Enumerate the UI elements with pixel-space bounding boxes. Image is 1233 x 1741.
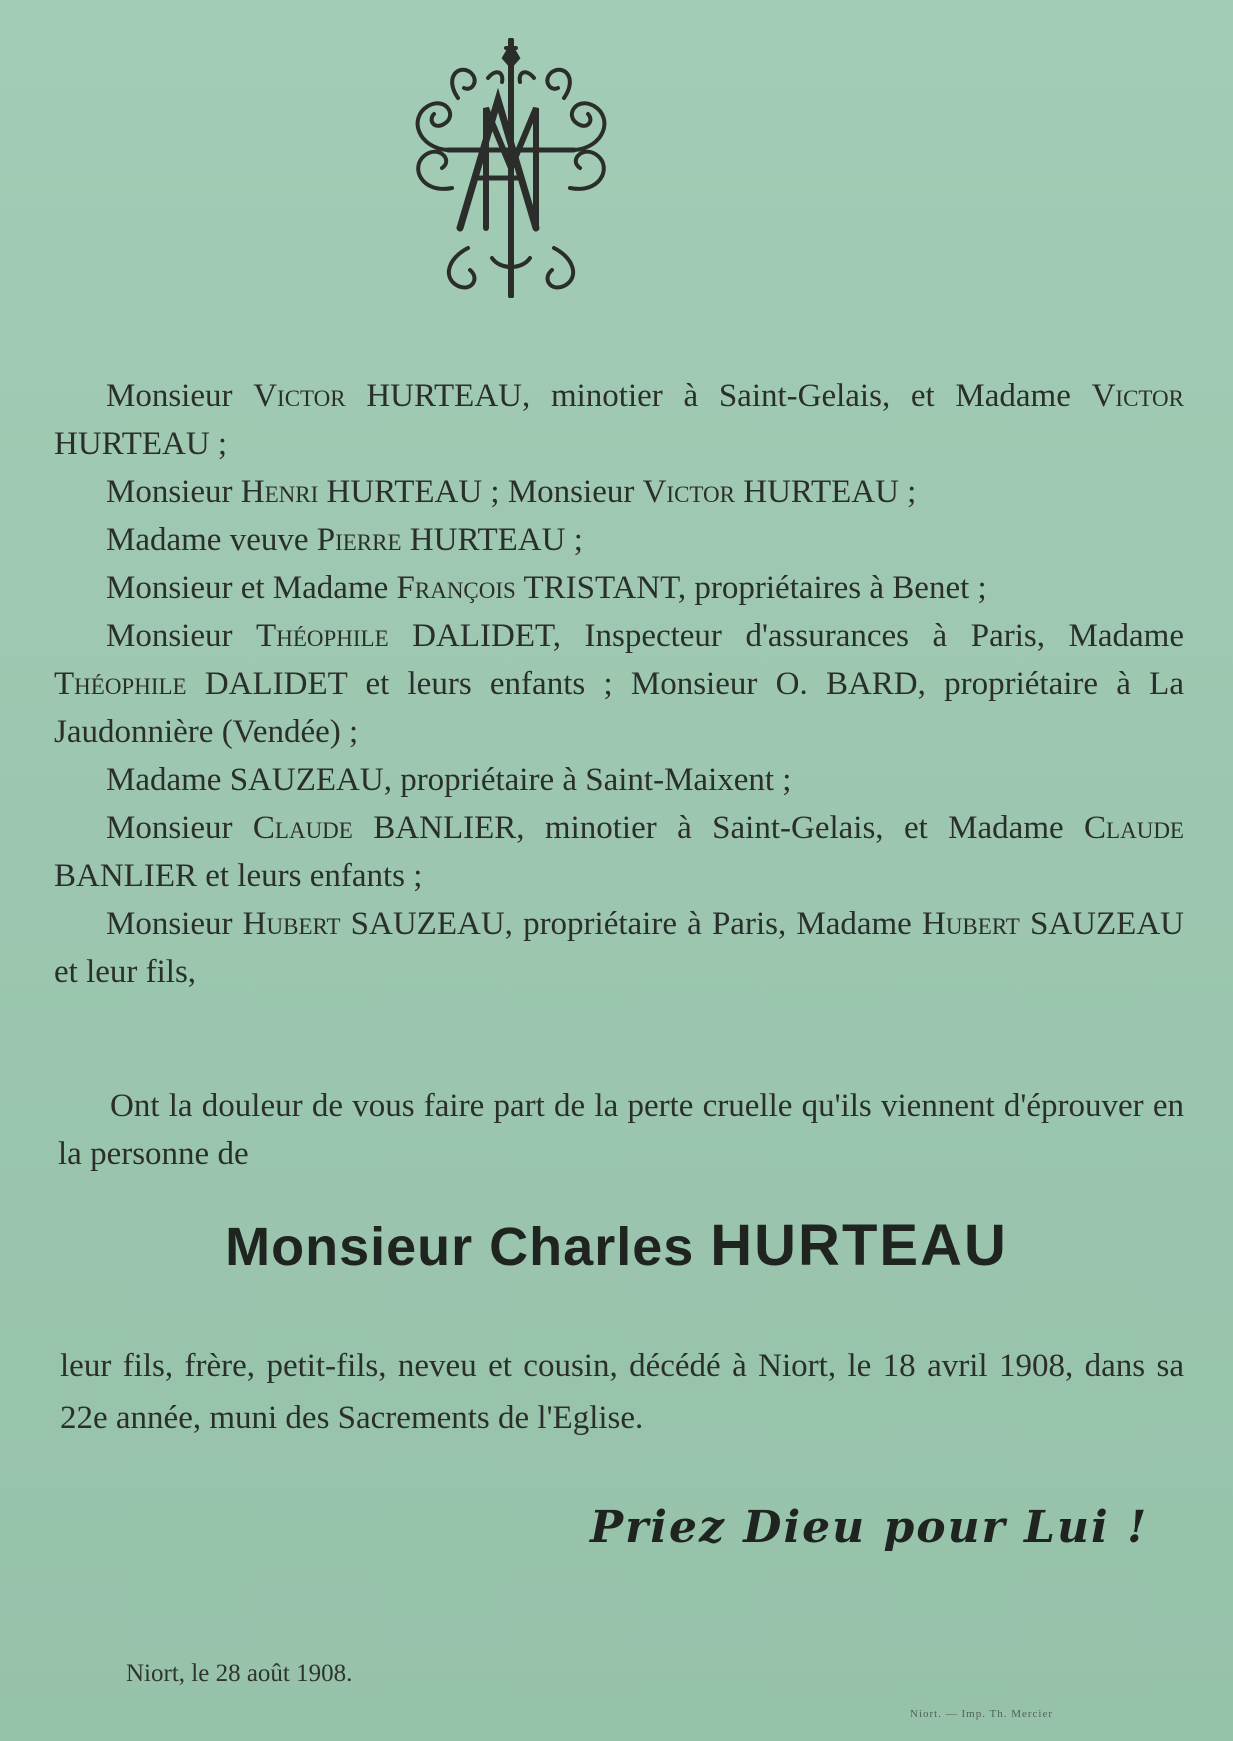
deceased-name: Monsieur Charles HURTEAU [225,1213,1008,1278]
family-line: Monsieur et Madame François TRISTANT, propriétaires à Benet ; [106,570,987,606]
family-line: Monsieur Hubert SAUZEAU, propriétaire à Paris, Madame Hubert SAUZEAU et leur fils, [54,906,1184,990]
family-list [54,372,1184,996]
family-line: Monsieur Henri HURTEAU ; Monsieur Victor HURTEAU ; [106,474,917,510]
cross-monogram-icon [388,38,634,298]
family-line: Madame veuve Pierre HURTEAU ; [106,522,583,558]
place-and-date: Niort, le 28 août 1908. [126,1660,353,1687]
printer-imprint: Niort. — Imp. Th. Mercier [910,1708,1054,1720]
family-line: Monsieur Théophile DALIDET, Inspecteur d'assurances à Paris, Madame Théophile DALIDET et leurs enfants ; Monsieur O. BARD, propriétaire à La Jaudonnière (Vendée) ; [54,618,1184,750]
announcement-intro: Ont la douleur de vous faire part de la perte cruelle qu'ils viennent d'éprouver en la personne de [58,1088,1184,1172]
death-details: leur fils, frère, petit-fils, neveu et cousin, décédé à Niort, le 18 avril 1908, dans sa 22e année, muni des Sacrements de l'Eglise. [60,1348,1184,1436]
prayer-line: Priez Dieu pour Lui ! [590,1502,1149,1553]
family-line: Madame SAUZEAU, propriétaire à Saint-Maixent ; [106,762,792,798]
family-line: Monsieur Claude BANLIER, minotier à Saint-Gelais, et Madame Claude BANLIER et leurs enfants ; [54,810,1184,894]
family-line: Monsieur Victor HURTEAU, minotier à Saint-Gelais, et Madame Victor HURTEAU ; [54,378,1184,462]
